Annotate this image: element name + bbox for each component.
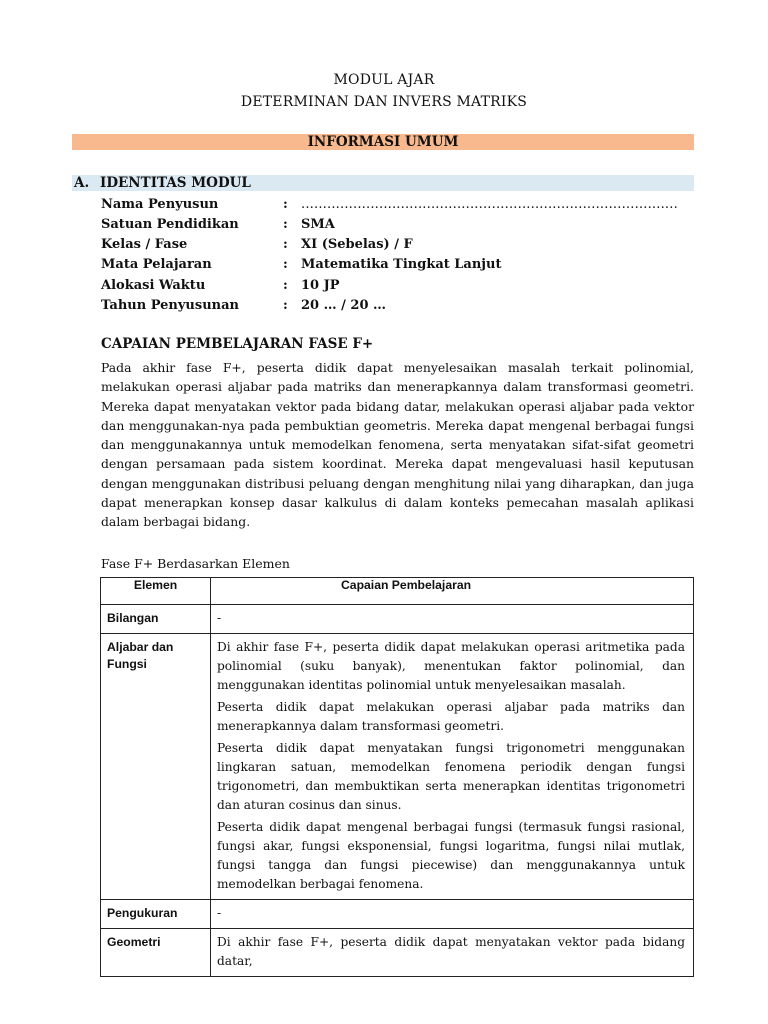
identitas-key: Tahun Penyusunan xyxy=(101,298,239,313)
table-row xyxy=(101,900,694,929)
identitas-key: Alokasi Waktu xyxy=(101,278,206,293)
table-caption: Fase F+ Berdasarkan Elemen xyxy=(101,556,290,571)
elemen-cell: Aljabar dan Fungsi xyxy=(101,634,211,900)
header-elemen: Elemen xyxy=(101,578,211,605)
capaian-text: Di akhir fase F+, peserta didik dapat menyatakan vektor pada bidang datar, xyxy=(217,935,685,968)
elemen-table xyxy=(100,577,694,977)
module-title: MODUL AJAR xyxy=(333,72,435,88)
table-row xyxy=(101,634,694,900)
capaian-cell xyxy=(211,929,694,977)
elemen-cell: Geometri xyxy=(101,929,211,977)
table-row xyxy=(101,605,694,634)
capaian-text: Peserta didik dapat mengenal berbagai fungsi (termasuk fungsi rasional, fungsi akar, fungsi eksponensial, fungsi logaritma, fungsi nilai mutlak, fungsi tangga dan fungsi piecewise) dan menggunakannya untuk memodelkan berbagai fenomena. xyxy=(217,820,685,891)
header-capaian: Capaian Pembelajaran xyxy=(211,578,694,605)
capaian-heading: CAPAIAN PEMBELAJARAN FASE F+ xyxy=(101,336,374,352)
identitas-colon: : xyxy=(283,217,288,232)
identitas-key: Mata Pelajaran xyxy=(101,257,212,272)
elemen-cell: Pengukuran xyxy=(101,900,211,929)
identitas-modul-bar xyxy=(72,175,694,191)
identitas-key: Nama Penyusun xyxy=(101,197,219,212)
section-letter: A. xyxy=(74,175,90,191)
identitas-value: ....................................................................................... xyxy=(301,197,678,212)
identitas-colon: : xyxy=(283,237,288,252)
capaian-text: - xyxy=(217,611,222,625)
capaian-paragraph: Pada akhir fase F+, peserta didik dapat menyelesaikan masalah terkait polinomial, melakukan operasi aljabar pada matriks dan menerapkannya dalam transformasi geometri. Mereka dapat menyatakan vektor pada bidang datar, melakukan operasi aljabar pada vektor dan menggunakan-nya pada pembuktian geometris. Mereka dapat mengenal berbagai fungsi dan menggunakannya untuk memodelkan fenomena, serta menyatakan sifat-sifat geometri dengan persamaan pada sistem koordinat. Mereka dapat mengevaluasi hasil keputusan dengan menggunakan distribusi peluang dengan menghitung nilai yang diharapkan, dan juga dapat menerapkan konsep dasar kalkulus di dalam konteks pemecahan masalah aplikasi dalam berbagai bidang. xyxy=(101,360,694,530)
informasi-umum-bar: INFORMASI UMUM xyxy=(72,134,694,150)
module-subtitle: DETERMINAN DAN INVERS MATRIKS xyxy=(240,94,528,110)
elemen-cell: Bilangan xyxy=(101,605,211,634)
identitas-colon: : xyxy=(283,257,288,272)
identitas-value: SMA xyxy=(301,217,335,232)
identitas-colon: : xyxy=(283,197,288,212)
identitas-value: Matematika Tingkat Lanjut xyxy=(301,257,502,272)
identitas-key: Satuan Pendidikan xyxy=(101,217,239,232)
identitas-value: 10 JP xyxy=(301,278,340,293)
section-label: IDENTITAS MODUL xyxy=(100,175,251,191)
capaian-cell xyxy=(211,900,694,929)
capaian-cell xyxy=(211,634,694,900)
capaian-cell xyxy=(211,605,694,634)
identitas-key: Kelas / Fase xyxy=(101,237,188,252)
capaian-text: Peserta didik dapat melakukan operasi aljabar pada matriks dan menerapkannya dalam transformasi geometri. xyxy=(217,700,685,733)
table-header-row xyxy=(101,578,694,605)
identitas-colon: : xyxy=(283,298,288,313)
identitas-value: 20 … / 20 … xyxy=(301,298,387,313)
table-row xyxy=(101,929,694,977)
identitas-value: XI (Sebelas) / F xyxy=(301,237,413,252)
capaian-text: Peserta didik dapat menyatakan fungsi trigonometri menggunakan lingkaran satuan, memodelkan fenomena periodik dengan fungsi trigonometri, dan membuktikan serta menerapkan identitas trigonometri dan aturan cosinus dan sinus. xyxy=(217,741,685,812)
capaian-text: - xyxy=(217,906,222,920)
identitas-colon: : xyxy=(283,278,288,293)
capaian-text: Di akhir fase F+, peserta didik dapat melakukan operasi aritmetika pada polinomial (suku banyak), menentukan faktor polinomial, dan menggunakan identitas polinomial untuk menyelesaikan masalah. xyxy=(217,640,685,692)
